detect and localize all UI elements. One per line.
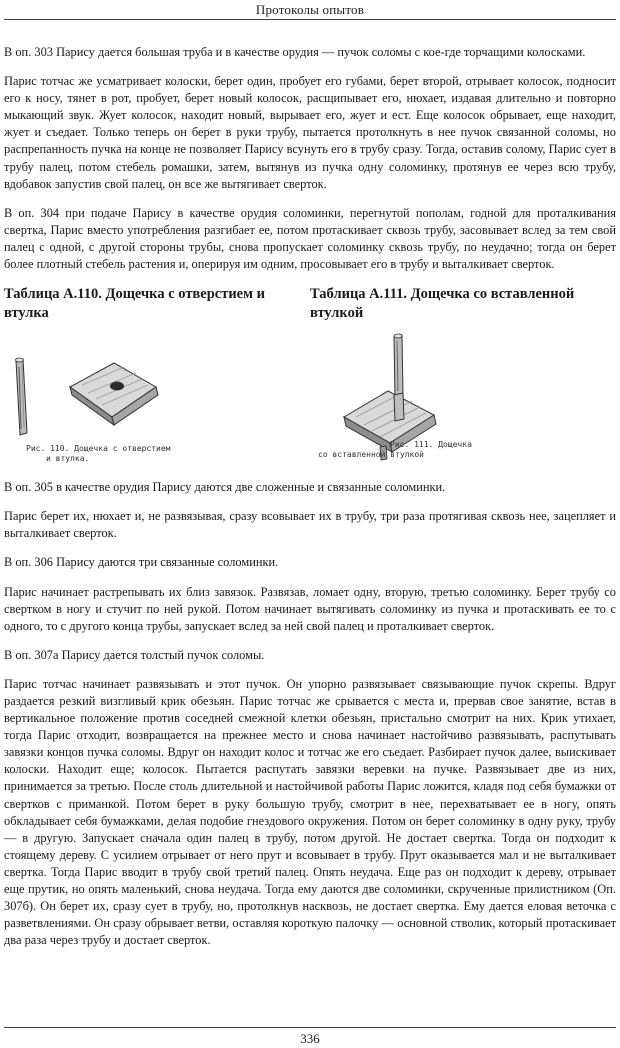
- footer-rule: [4, 1027, 616, 1028]
- figure-110-illustration: [4, 329, 304, 467]
- board-with-hole-drawing: [70, 363, 158, 425]
- running-title: Протоколы опытов: [255, 2, 365, 17]
- paragraph: Парис берет их, нюхает и, не развязывая, сразу всовывает их в трубу, три раза протягивая сквозь нее, зацепляет и выталкивает сверток.: [4, 509, 616, 541]
- figure-111-illustration: [310, 329, 616, 467]
- paragraph: В оп. 303 Парису дается большая труба и в качестве орудия — пучок соломы с кое-где торчащими колосками.: [4, 45, 586, 59]
- paragraph: Парис тотчас начинает развязывать и этот пучок. Он упорно развязывает связывающие пучок скрепы. Вдруг раздается резкий визгливый крик обезьян. Парис тотчас же срывается с места и, прервав свое занятие, встав в вертикальное положение против соседней смежной клетки обезьян, пристально смотрит на них. Крик утихает, тогда Парис отходит, возвращается на прежнее место и снова начинает настойчиво развязывать, распутывать завязки концов пучка соломы. Вдруг он находит колос и тотчас же его съедает. Разбирает пучок далее, выискивает колоски. Находит еще; колосок. Пытается распутать завязки веревки на пучке. Развязывает две из них, принимается за третью. После столь длительной и настойчивой работы Парис ложится, кладя под себя бумажки от свертков с приманкой. Потом берет в руку большую трубу, смотрит в нее, перехватывает ее в ногу, опять обкладывает себя бумажками, делая подобие гнездового окружения. Потом он берет соломинку в одну руку, трубу — в другую. Запускает сначала один палец в трубу, потом другой. Не достает свертка. Тогда он подходит к стоящему дереву. С усилием отрывает от него прут и всовывает в трубу. Прут оказывается мал и не выталкивает свертка. Тогда Парис вводит в трубу свой третий палец. Опять неудача. Еще раз он подходит к дереву, отрывает еще прутик, но опять маленький, снова неудача. Тогда ему даются две соломинки, скрученные прилистником (Оп. 307б). Он берет их, сразу сует в трубу, но, протолкнув насквозь, не достает свертка. Ему дается еловая веточка с разветвлениями. Он сразу обрывает ветви, оставляя короткую палочку — основной стволик, который протаскивает два раза через трубу и достает сверток.: [4, 676, 616, 948]
- table-caption-a110: Таблица А.110. Дощечка с отверстием и втулка: [4, 286, 265, 322]
- figure-110-caption-line-2: и втулка.: [46, 454, 90, 464]
- figure-110-caption-line-1: Рис. 110. Дощечка с отверстием: [26, 444, 171, 454]
- figures-row: [4, 329, 616, 467]
- figure-111-caption-line-2: со вставленной втулкой: [318, 450, 424, 460]
- sleeve-drawing: [16, 358, 28, 435]
- paragraph: В оп. 307а Парису дается толстый пучок соломы.: [4, 647, 265, 662]
- table-caption-a111: Таблица А.111. Дощечка со вставленной втулкой: [310, 286, 575, 322]
- paragraph: В оп. 304 при подаче Парису в качестве орудия соломинки, перегнутой пополам, годной для проталкивания свертка, Парис вместо употребления разгибает ее, потом протаскивает сквозь трубу, засовывает вслед за тем свой палец с одной, с другой стороны трубы, снова пропускает соломинку сквозь трубу, по неудачно; тогда он берет более плотный стебель растения и, оперируя им одним, просовывает его в трубу и выталкивает сверток.: [4, 205, 616, 272]
- page-number: 336: [300, 1031, 320, 1046]
- paragraph: В оп. 305 в качестве орудия Парису даются две сложенные и связанные соломинки.: [4, 480, 446, 495]
- paragraph: В оп. 306 Парису даются три связанные соломинки.: [4, 555, 279, 570]
- header-rule: [4, 19, 616, 20]
- table-captions: [4, 285, 616, 323]
- paragraph: Парис начинает растрепывать их близ завязок. Развязав, ломает одну, вторую, третью соломинку. Берет трубу со свертком в ногу и стучит по ней рукой. Потом начинает вытягивать соломинку из пучка и протаскивать ее то с одного, то с другого конца трубы, запускает вслед за ней свой палец и проталкивает сверток.: [4, 584, 616, 633]
- paragraph: Парис тотчас же усматривает колоски, берет один, пробует его губами, берет второй, отрывает колосок, подносит его к носу, тянет в рот, пробует, берет новый колосок, расщипывает его, нюхает, издавая длительно и повторно мыкающий звук. Жует колосок, находит новый, вырывает его, жует и ест. Еще колосок обрывает, еще находит, жует и съедает. Только теперь он берет в руки трубу, пытается протолкнуть в нее пучок связанной соломы, но распрепанность пучка на конце не позволяет Парису всунуть его в трубу сразу. Тогда, оставив солому, Парис сует в трубу палец, потом стебель ромашки, затем, вытянув из пучка одну соломинку, протянув ее через всю трубу, вдобавок запустив свой палец, он все же вытягивает сверток.: [4, 74, 616, 191]
- page-body: [4, 44, 616, 961]
- figure-111-caption-line-1: Рис. 111. Дощечка: [390, 440, 472, 450]
